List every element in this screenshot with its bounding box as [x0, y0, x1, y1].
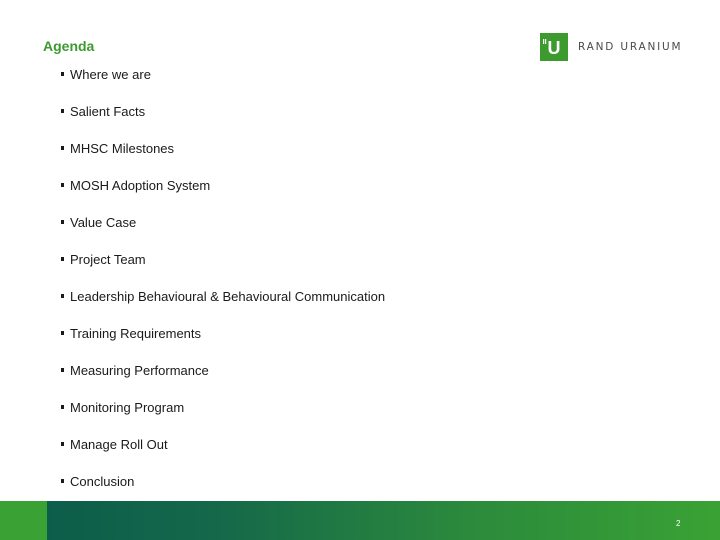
bullet-icon [61, 368, 64, 372]
agenda-item [61, 178, 385, 215]
agenda-item [61, 400, 385, 437]
agenda-item-label: MOSH Adoption System [70, 178, 211, 193]
agenda-item [61, 326, 385, 363]
agenda-item-label: Training Requirements [70, 326, 202, 341]
agenda-item-label: Leadership Behavioural & Behavioural Communication [70, 289, 386, 304]
agenda-item-label: Conclusion [70, 474, 135, 489]
agenda-item-label: MHSC Milestones [70, 141, 175, 156]
bullet-icon [61, 331, 64, 335]
logo-mark-icon [540, 33, 568, 61]
bullet-icon [61, 183, 64, 187]
agenda-item [61, 104, 385, 141]
bullet-icon [61, 479, 64, 483]
agenda-item [61, 141, 385, 178]
svg-text:U: U [547, 38, 561, 58]
bullet-icon [61, 146, 64, 150]
agenda-item-label: Project Team [70, 252, 146, 267]
agenda-item [61, 289, 385, 326]
agenda-item [61, 252, 385, 289]
logo-text: RAND URANIUM [578, 41, 683, 53]
agenda-item [61, 215, 385, 252]
agenda-item [61, 363, 385, 400]
page-title: Agenda [43, 38, 95, 54]
agenda-item-label: Salient Facts [70, 104, 146, 119]
agenda-item-label: Measuring Performance [70, 363, 209, 378]
bullet-icon [61, 294, 64, 298]
agenda-item-label: Where we are [70, 67, 151, 82]
bullet-icon [61, 257, 64, 261]
bullet-icon [61, 405, 64, 409]
agenda-list [61, 67, 385, 511]
bullet-icon [61, 109, 64, 113]
agenda-item [61, 67, 385, 104]
agenda-item [61, 437, 385, 474]
bullet-icon [61, 220, 64, 224]
footer-bar [0, 501, 720, 540]
agenda-item-label: Manage Roll Out [70, 437, 168, 452]
agenda-item-label: Monitoring Program [70, 400, 185, 415]
bullet-icon [61, 442, 64, 446]
page-number: 2 [676, 519, 681, 528]
agenda-item-label: Value Case [70, 215, 137, 230]
footer-accent [0, 501, 47, 540]
bullet-icon [61, 72, 64, 76]
company-logo [540, 33, 682, 61]
